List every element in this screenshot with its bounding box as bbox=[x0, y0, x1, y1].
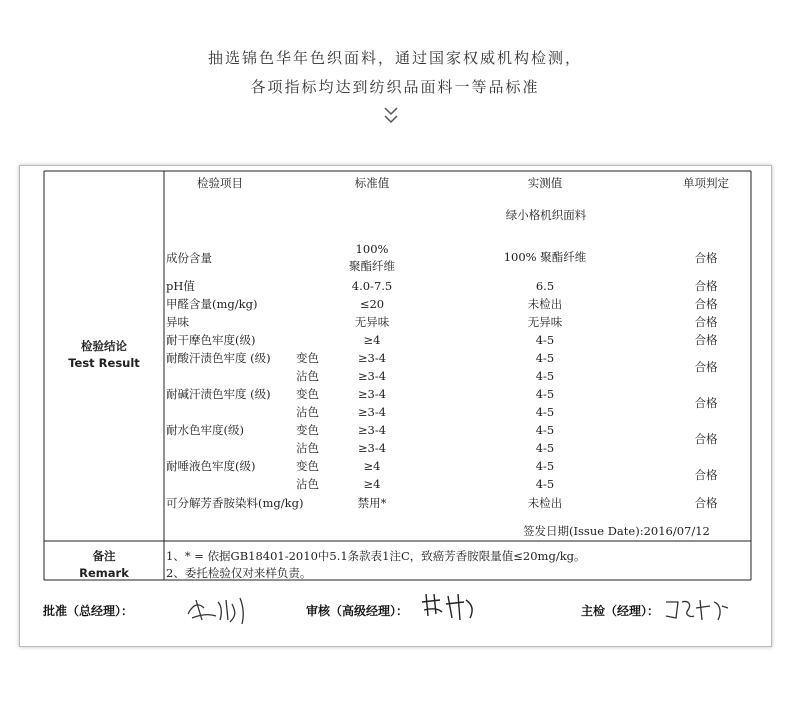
row-measured: 未检出 bbox=[527, 297, 563, 311]
row-verdict: 合格 bbox=[694, 468, 718, 482]
row-standard: ≥4 bbox=[363, 459, 381, 473]
row-standard: ≥3-4 bbox=[357, 441, 387, 455]
row-measured: 4-5 bbox=[535, 387, 555, 401]
row-verdict: 合格 bbox=[694, 297, 718, 311]
row-sub: 沾色 bbox=[296, 405, 319, 419]
header-standard: 标准值 bbox=[354, 176, 390, 190]
row-standard: ≥4 bbox=[363, 477, 381, 491]
row-measured: 4-5 bbox=[535, 459, 555, 473]
remark-line-2: 2、委托检验仅对来样负责。 bbox=[166, 566, 312, 580]
section-label-en: Test Result bbox=[68, 356, 140, 370]
row-measured: 未检出 bbox=[527, 496, 563, 510]
approver-signature bbox=[182, 592, 262, 626]
row-measured: 4-5 bbox=[535, 351, 555, 365]
row-measured: 4-5 bbox=[535, 405, 555, 419]
row-verdict: 合格 bbox=[694, 360, 718, 374]
row-measured: 无异味 bbox=[527, 315, 563, 329]
row-item: 异味 bbox=[166, 315, 189, 329]
header-item: 检验项目 bbox=[197, 176, 243, 190]
row-sub: 变色 bbox=[296, 387, 319, 401]
inspector-signature bbox=[662, 594, 734, 626]
row-sub: 沾色 bbox=[296, 477, 319, 491]
row-measured: 4-5 bbox=[535, 477, 555, 491]
row-item: 耐唾液色牢度(级) bbox=[166, 459, 256, 473]
row-item: 耐水色牢度(级) bbox=[166, 423, 244, 437]
remark-label-cn: 备注 bbox=[92, 549, 116, 563]
row-standard: 禁用* bbox=[357, 496, 387, 510]
header-verdict: 单项判定 bbox=[683, 176, 729, 190]
row-verdict: 合格 bbox=[694, 315, 718, 329]
row-item: 耐酸汗渍色牢度 (级) bbox=[166, 351, 271, 365]
row-sub: 沾色 bbox=[296, 369, 319, 383]
row-verdict: 合格 bbox=[694, 251, 718, 265]
row-verdict: 合格 bbox=[694, 432, 718, 446]
intro-line-2: 各项指标均达到纺织品面料一等品标准 bbox=[250, 78, 540, 96]
row-item: 成份含量 bbox=[166, 251, 212, 265]
inspector-label: 主检（经理）： bbox=[581, 604, 660, 618]
row-measured: 4-5 bbox=[535, 333, 555, 347]
report-table-lines bbox=[20, 166, 771, 646]
row-standard: ≥3-4 bbox=[357, 351, 387, 365]
issue-date: 签发日期(Issue Date):2016/07/12 bbox=[523, 524, 710, 538]
fabric-label: 绿小格机织面料 bbox=[505, 208, 587, 222]
row-item: pH值 bbox=[166, 279, 195, 293]
row-item: 甲醛含量(mg/kg) bbox=[166, 297, 258, 311]
row-measured: 4-5 bbox=[535, 369, 555, 383]
header-measured: 实测值 bbox=[527, 176, 563, 190]
row-sub: 变色 bbox=[296, 351, 319, 365]
approver-label: 批准（总经理）： bbox=[43, 604, 134, 618]
inspection-report bbox=[19, 165, 772, 647]
row-measured: 6.5 bbox=[535, 279, 555, 293]
row-item: 耐碱汗渍色牢度 (级) bbox=[166, 387, 271, 401]
double-chevron-down-icon bbox=[384, 106, 398, 128]
row-item: 耐干摩色牢度(级) bbox=[166, 333, 256, 347]
row-standard: ≥3-4 bbox=[357, 405, 387, 419]
row-sub: 变色 bbox=[296, 423, 319, 437]
row-standard: 4.0-7.5 bbox=[351, 279, 393, 293]
row-item: 可分解芳香胺染料(mg/kg) bbox=[166, 496, 304, 510]
row-standard: ≤20 bbox=[359, 297, 385, 311]
row-standard: ≥3-4 bbox=[357, 423, 387, 437]
row-measured: 4-5 bbox=[535, 441, 555, 455]
section-label-cn: 检验结论 bbox=[81, 339, 127, 353]
reviewer-label: 审核（高级经理）： bbox=[306, 604, 409, 618]
row-measured: 100% 聚酯纤维 bbox=[503, 250, 587, 264]
remark-line-1: 1、* = 依据GB18401-2010中5.1条款表1注C，致癌芳香胺限量值≤20mg/kg。 bbox=[166, 549, 586, 563]
row-verdict: 合格 bbox=[694, 279, 718, 293]
intro-line-1: 抽选锦色华年色织面料，通过国家权威机构检测， bbox=[207, 49, 582, 67]
reviewer-signature bbox=[418, 590, 482, 622]
row-sub: 沾色 bbox=[296, 441, 319, 455]
row-verdict: 合格 bbox=[694, 496, 718, 510]
row-standard: ≥4 bbox=[363, 333, 381, 347]
row-standard: 无异味 bbox=[354, 315, 390, 329]
row-sub: 变色 bbox=[296, 459, 319, 473]
row-standard: ≥3-4 bbox=[357, 369, 387, 383]
row-measured: 4-5 bbox=[535, 423, 555, 437]
row-verdict: 合格 bbox=[694, 333, 718, 347]
row-standard: 100% bbox=[355, 242, 389, 256]
row-verdict: 合格 bbox=[694, 396, 718, 410]
row-standard-2: 聚酯纤维 bbox=[349, 259, 395, 273]
row-standard: ≥3-4 bbox=[357, 387, 387, 401]
remark-label-en: Remark bbox=[79, 566, 129, 580]
